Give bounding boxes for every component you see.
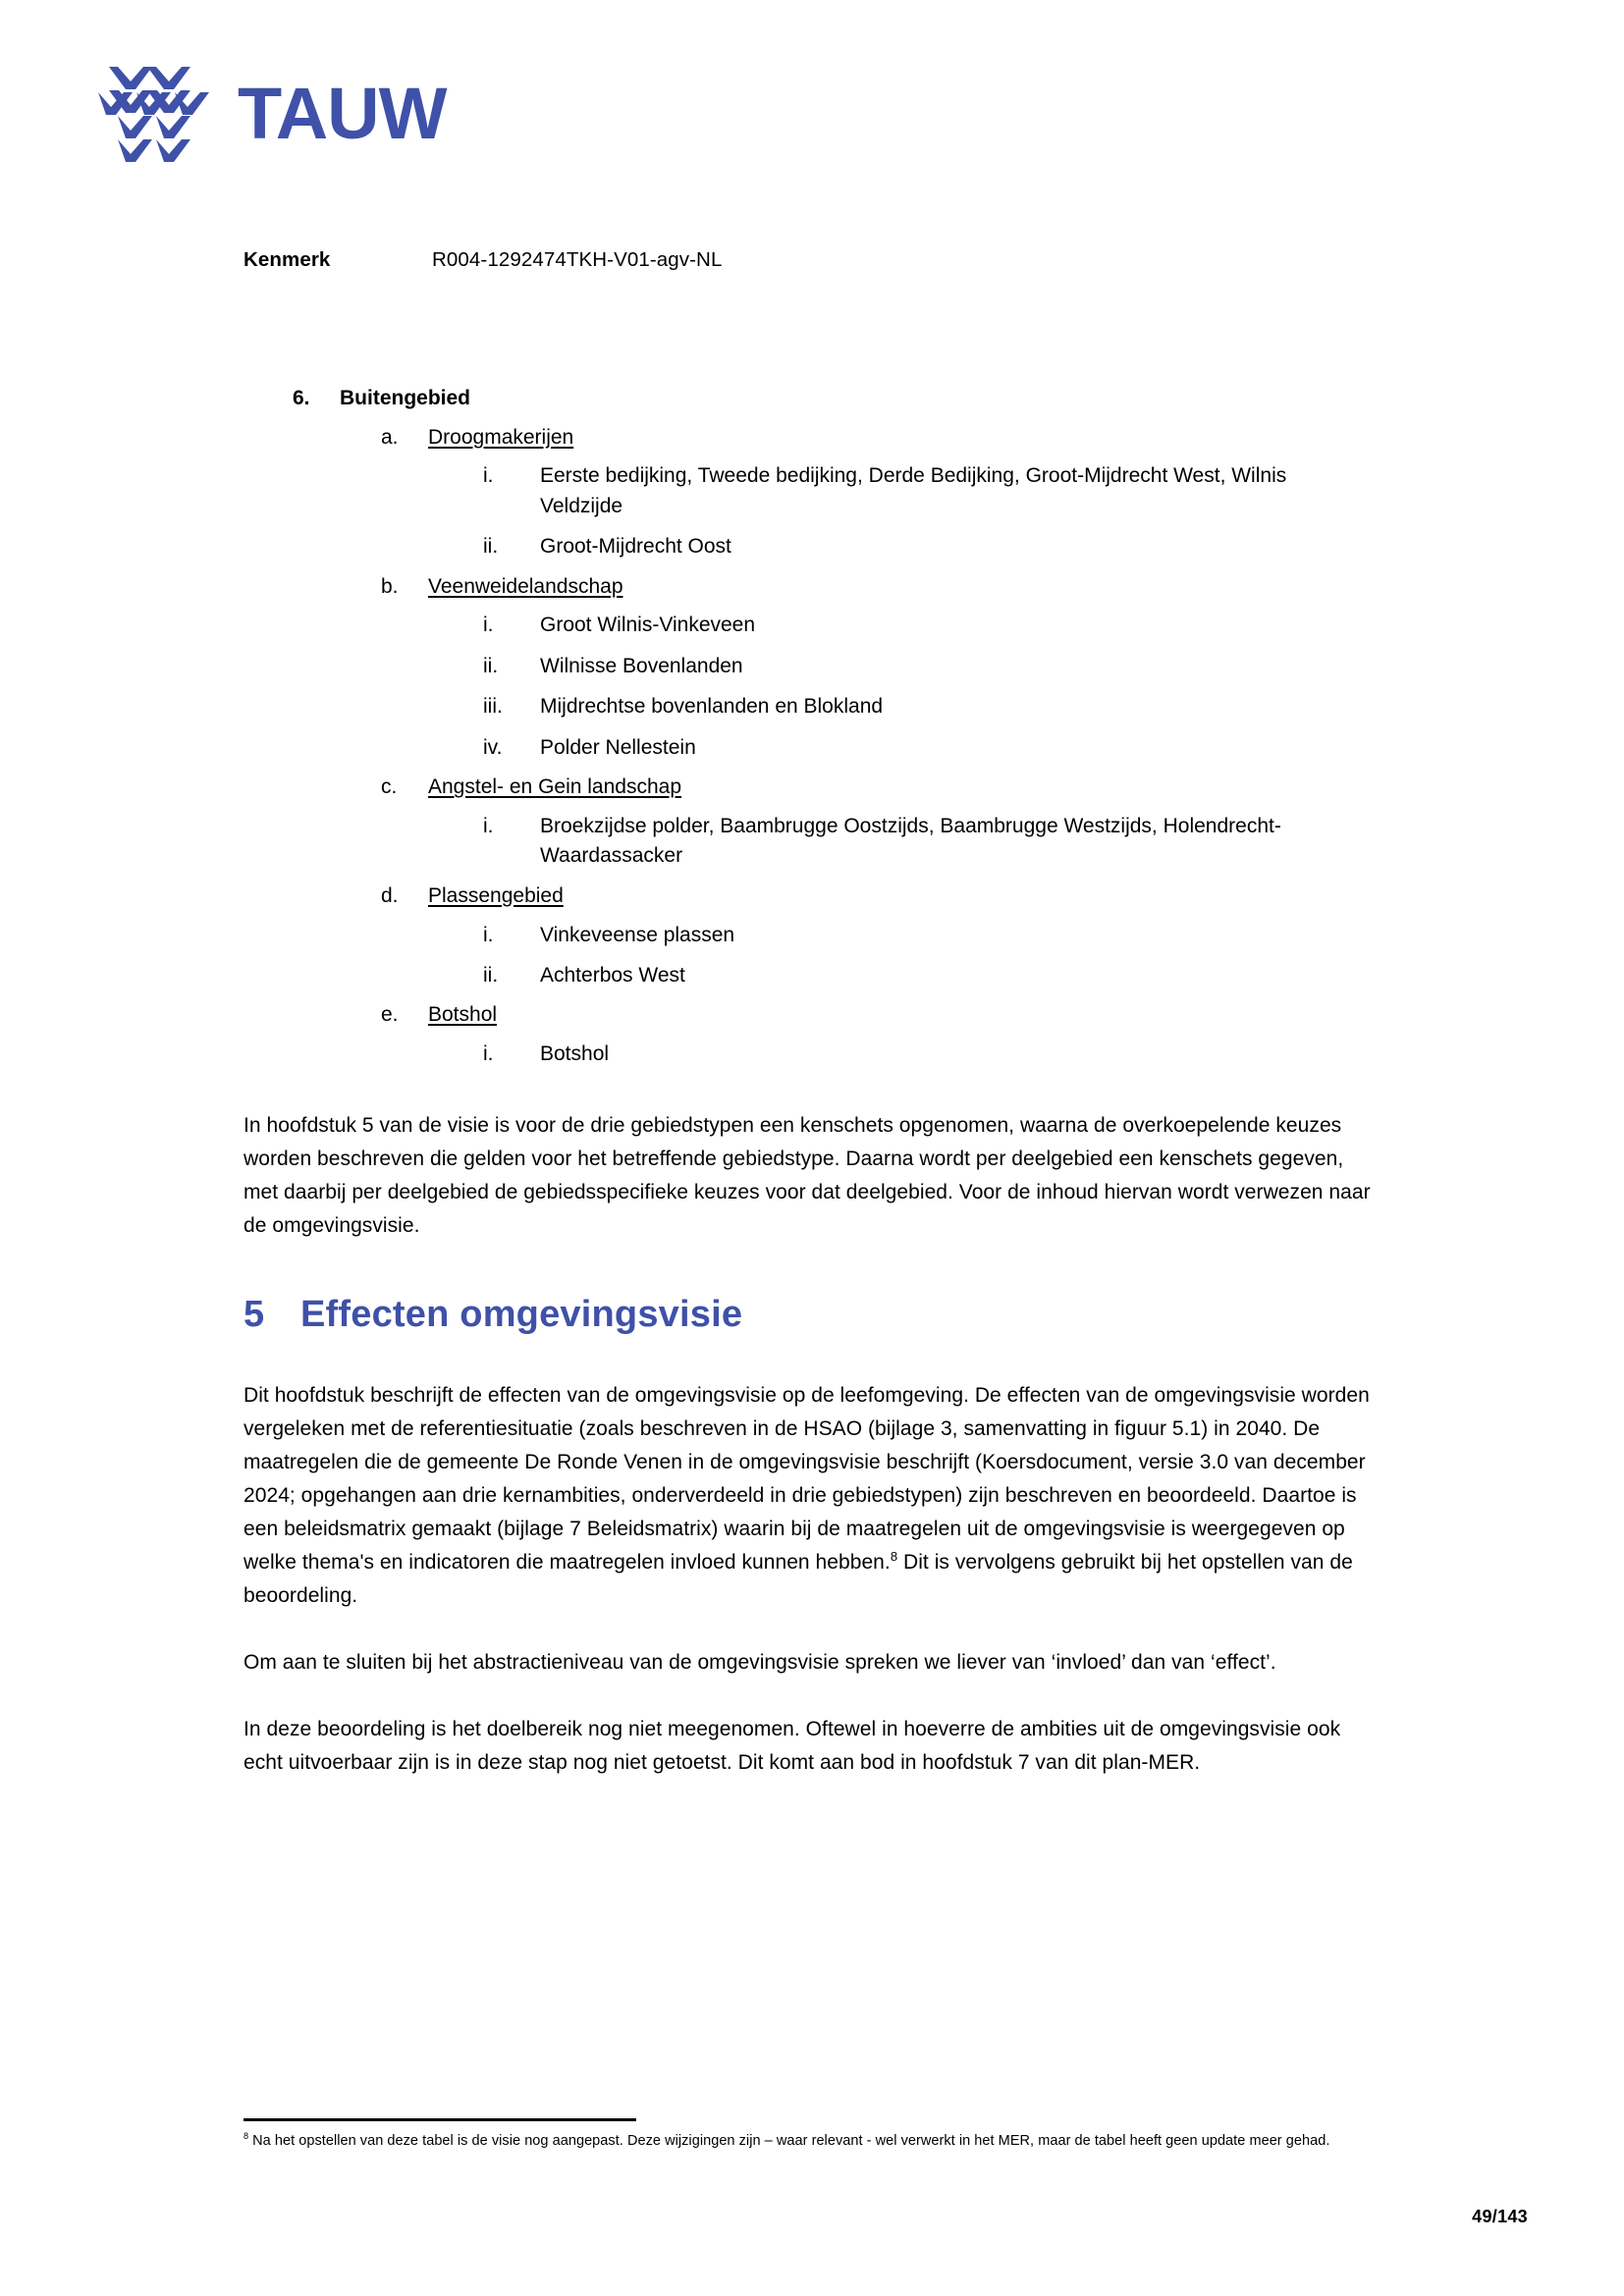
outline-marker: i.	[483, 923, 494, 946]
outline-marker: iii.	[483, 695, 503, 719]
outline-item-6	[293, 385, 1382, 412]
tauw-wordmark: TAUW	[238, 73, 447, 154]
tauw-chevron-mark-icon	[96, 61, 212, 163]
outline-item-a-ii	[483, 532, 1382, 561]
outline-item-e-i	[483, 1040, 1382, 1069]
chapter-number: 5	[244, 1293, 265, 1335]
kenmerk-value: R004-1292474TKH-V01-agv-NL	[432, 248, 723, 271]
outline-label: Buitengebied	[340, 387, 471, 409]
tauw-logo	[96, 61, 446, 163]
outline-item-b-iii	[483, 692, 1382, 721]
outline-marker: i.	[483, 464, 494, 488]
outline-item-b-i	[483, 611, 1382, 640]
outline-label: Veenweidelandschap	[428, 574, 623, 598]
outline-marker: ii.	[483, 963, 499, 987]
outline-label: Eerste bedijking, Tweede bedijking, Derde Bedijking, Groot-Mijdrecht West, Wilnis Veldzijde	[540, 464, 1287, 517]
outline-label: Groot-Mijdrecht Oost	[540, 535, 731, 559]
outline-label: Broekzijdse polder, Baambrugge Oostzijds, Baambrugge Westzijds, Holendrecht-Waardassacker	[540, 814, 1281, 868]
footnote-reference[interactable]: 8	[890, 1548, 898, 1564]
chapter-title: Effecten omgevingsvisie	[300, 1293, 743, 1335]
intro-paragraph: In hoofdstuk 5 van de visie is voor de drie gebiedstypen een kenschets opgenomen, waarna de overkoepelende keuzes worden beschreven die gelden voor het betreffende gebiedstype. Daarna wordt per deelgebied een kenschets gegeven, met daarbij per deelgebied de gebiedsspecifieke keuzes voor dat deelgebied. Voor de inhoud hiervan wordt verwezen naar de omgevingsvisie.	[244, 1113, 1371, 1237]
outline-label: Wilnisse Bovenlanden	[540, 654, 743, 677]
chapter-paragraph-2: Om aan te sluiten bij het abstractieniveau van de omgevingsvisie spreken we liever van ‘invloed’ dan van ‘effect’.	[244, 1650, 1276, 1674]
outline-item-e	[381, 1001, 1382, 1029]
outline-marker: ii.	[483, 654, 499, 677]
footnote-number: 8	[244, 2131, 249, 2142]
outline-item-b	[381, 573, 1382, 601]
outline-item-d	[381, 882, 1382, 910]
outline-marker: i.	[483, 614, 494, 637]
outline-item-a-i	[483, 461, 1382, 521]
footnote-area	[244, 2118, 1422, 2152]
footnote-separator	[244, 2118, 636, 2121]
outline-list	[244, 385, 1382, 1070]
page-number: 49/143	[1472, 2207, 1528, 2226]
outline-marker: ii.	[483, 535, 499, 559]
outline-item-d-i	[483, 921, 1382, 950]
paragraph-text-part-1: Dit hoofdstuk beschrijft de effecten van de omgevingsvisie op de leefomgeving. De effecten van de omgevingsvisie worden vergeleken met de referentiesituatie (zoals beschreven in de HSAO (bijlage 3, samenvatting in figuur 5.1) in 2040. De maatregelen die de gemeente De Ronde Venen in de omgevingsvisie beschrijft (Koersdocument, versie 3.0 van december 2024; opgehangen aan drie kernambities, onderverdeeld in drie gebiedstypen) zijn beschreven en beoordeeld. Daartoe is een beleidsmatrix gemaakt (bijlage 7 Beleidsmatrix) waarin bij de maatregelen uit de omgevingsvisie is weergegeven op welke thema's en indicatoren die maatregelen invloed kunnen hebben.	[244, 1383, 1370, 1574]
outline-marker: b.	[381, 574, 399, 598]
outline-label: Achterbos West	[540, 963, 685, 987]
kenmerk-row	[244, 247, 722, 274]
outline-label: Botshol	[428, 1003, 498, 1027]
outline-marker: 6.	[293, 387, 310, 409]
outline-item-c-i	[483, 812, 1382, 872]
outline-label: Polder Nellestein	[540, 735, 696, 759]
outline-marker: i.	[483, 1042, 494, 1066]
outline-item-b-iv	[483, 733, 1382, 763]
outline-marker: e.	[381, 1003, 399, 1027]
outline-marker: i.	[483, 814, 494, 837]
footnote-body: Na het opstellen van deze tabel is de visie nog aangepast. Deze wijzigingen zijn – waar relevant - wel verwerkt in het MER, maar de tabel heeft geen update meer gehad.	[248, 2133, 1330, 2149]
outline-marker: a.	[381, 425, 399, 449]
outline-label: Angstel- en Gein landschap	[428, 775, 681, 799]
outline-item-d-ii	[483, 961, 1382, 990]
kenmerk-label: Kenmerk	[244, 248, 331, 271]
outline-label: Vinkeveense plassen	[540, 923, 735, 946]
outline-label: Mijdrechtse bovenlanden en Blokland	[540, 695, 884, 719]
paragraph-text-part-2: Dit is vervolgens gebruikt bij het opstellen van de beoordeling.	[244, 1550, 1353, 1607]
chapter-paragraph-1	[244, 1379, 1382, 1613]
outline-label: Groot Wilnis-Vinkeveen	[540, 614, 756, 637]
outline-item-a	[381, 424, 1382, 452]
chapter-paragraph-3: In deze beoordeling is het doelbereik nog niet meegenomen. Oftewel in hoeverre de ambities uit de omgevingsvisie ook echt uitvoerbaar zijn is in deze stap nog niet getoetst. Dit komt aan bod in hoofdstuk 7 van dit plan-MER.	[244, 1717, 1341, 1774]
outline-marker: d.	[381, 883, 399, 907]
footnote-entry	[244, 2131, 1422, 2152]
outline-marker: c.	[381, 775, 398, 799]
chapter-heading	[244, 1294, 1382, 1336]
document-content	[244, 385, 1382, 1813]
outline-item-b-ii	[483, 652, 1382, 681]
outline-label: Botshol	[540, 1042, 610, 1066]
outline-marker: iv.	[483, 735, 503, 759]
outline-label: Plassengebied	[428, 883, 564, 907]
outline-item-c	[381, 774, 1382, 801]
outline-label: Droogmakerijen	[428, 425, 574, 449]
